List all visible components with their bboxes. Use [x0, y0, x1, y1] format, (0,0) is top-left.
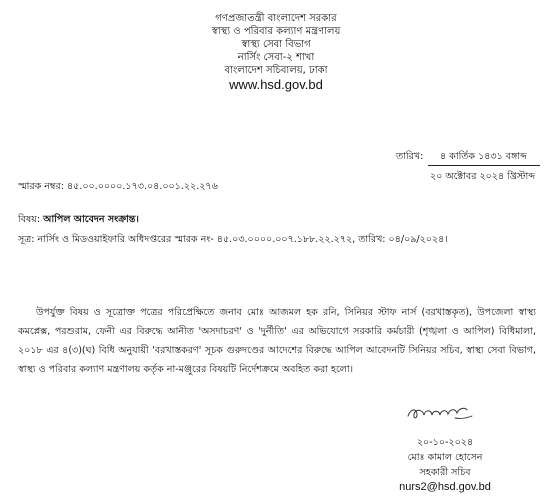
- letterhead-line-division: স্বাস্থ্য সেবা বিভাগ: [241, 39, 311, 50]
- subject-label: বিষয়:: [18, 214, 41, 225]
- signatory-date: ২০-১০-২০২৪: [416, 437, 474, 448]
- memo-number-row: [18, 180, 218, 195]
- signatory-email[interactable]: nurs2@hsd.gov.bd: [399, 481, 491, 493]
- reference-text: নার্সিং ও মিডওয়াইফারি অধিদপ্তরের স্মারক নং- ৪৫.০৩.০০০০.০০৭.১৮৮.২২.২৭২, তারিখ: ০৪/০৯/২০২৪।: [37, 234, 448, 245]
- signatory-block: [370, 435, 520, 495]
- website-link[interactable]: www.hsd.gov.bd: [229, 77, 323, 92]
- date-label: তারিখ:: [396, 151, 424, 162]
- date-divider: [428, 165, 540, 166]
- letterhead-line-govt: গণপ্রজাতন্ত্রী বাংলাদেশ সরকার: [215, 13, 337, 24]
- reference-label: সূত্র:: [18, 234, 35, 245]
- memo-number: ৪৫.০০.০০০০.১৭৩.০৪.০০১.২২.২৭৬: [66, 181, 218, 192]
- memo-label: স্মারক নম্বর:: [18, 181, 64, 192]
- date-english: ২০ অক্টোবর ২০২৪ খ্রিস্টাব্দ: [430, 171, 535, 182]
- signatory-name: মোঃ কামাল হোসেন: [407, 452, 483, 463]
- letterhead-line-address: বাংলাদেশ সচিবালয়, ঢাকা: [224, 65, 328, 76]
- date-bangla: ৪ কার্তিক ১৪৩১ বঙ্গাব্দ: [440, 151, 527, 162]
- letterhead-line-section: নার্সিং সেবা-২ শাখা: [237, 52, 315, 63]
- reference-row: [18, 233, 448, 248]
- signature-image: [405, 398, 475, 424]
- subject-row: [18, 213, 139, 228]
- signatory-designation: সহকারী সচিব: [419, 467, 471, 478]
- subject-text: আপিল আবেদন সংক্রান্ত।: [43, 214, 139, 225]
- letter-body: উপর্যুক্ত বিষয় ও সূত্রোক্ত পত্রের পরিপ্রেক্ষিতে জনাব মোঃ আজমল হক রনি, সিনিয়র স্টাফ নার্স (বরখাস্তকৃত), উপজেলা স্বাস্থ্য কমপ্লেক্স, পরশুরাম, ফেনী এর বিরুদ্ধে আনীত 'অসদাচরণ' ও 'দুর্নীতি' এর অভিযোগে সরকারি কর্মচারী (শৃঙ্খলা ও আপিল) বিধিমালা, ২০১৮ এর ৪(৩)(ঘ) বিধি অনুযায়ী 'বরখাস্তকরণ' সূচক গুরুদণ্ডের আদেশের বিরুদ্ধে আপিল আবেদনটি সিনিয়র সচিব, স্বাস্থ্য সেবা বিভাগ, স্বাস্থ্য ও পরিবার কল্যাণ মন্ত্রণালয় কর্তৃক না-মঞ্জুরের বিষয়টি নির্দেশক্রমে অবহিত করা হলো।: [18, 307, 536, 375]
- letterhead-line-ministry: স্বাস্থ্য ও পরিবার কল্যাণ মন্ত্রণালয়: [211, 26, 341, 37]
- letterhead: [0, 12, 552, 91]
